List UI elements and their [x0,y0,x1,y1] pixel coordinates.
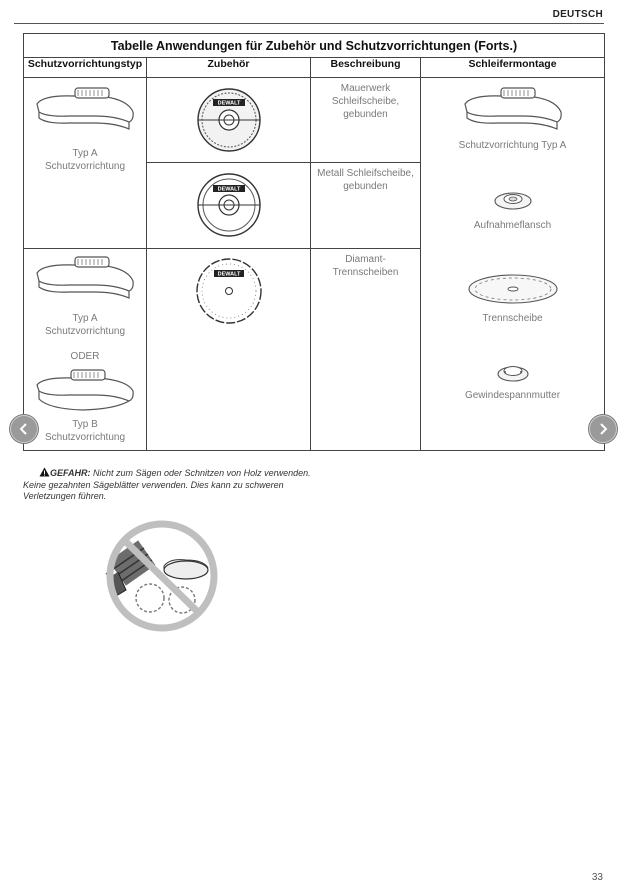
diamond-cutting-disc-image [194,256,264,326]
accessory-diamond-disc-cell [147,249,311,451]
mounting-cell [421,78,605,451]
mount-flange-image [493,188,533,212]
column-header-accessory: Zubehör [147,58,311,78]
column-header-guard-type: Schutzvorrichtungstyp [24,58,147,78]
table-title: Tabelle Anwendungen für Zubehör und Schutzvorrichtungen (Forts.) [24,34,605,58]
description-metal: Metall Schleifscheibe, gebunden [311,163,421,249]
description-masonry: Mauerwerk Schleifscheibe, gebunden [311,78,421,163]
brand-logo: DEWALT [217,271,240,278]
guard-type-a-image [33,86,137,132]
guard-type-a-label: Typ A Schutzvorrichtung [44,148,126,172]
mount-nut-label: Gewindespannmutter [464,390,561,401]
guard-type-b-label: Typ B Schutzvorrichtung [44,419,126,443]
header-rule [14,23,604,24]
guard-type-a-label: Typ A Schutzvorrichtung [44,313,126,337]
page-number: 33 [591,872,603,883]
danger-text: Nicht zum Sägen oder Schnitzen von Holz verwenden. Keine gezahnten Sägeblätter verwenden. Dies kann zu schweren Verletzungen führen. [23,468,311,501]
mount-guard-label: Schutzvorrichtung Typ A [458,140,567,151]
brand-logo: DEWALT [217,186,240,193]
no-wood-cutting-icon [104,518,220,634]
next-page-button[interactable] [589,415,617,443]
chevron-left-icon [17,422,31,436]
metal-grinding-disc-image [196,172,262,238]
brand-logo: DEWALT [217,100,240,107]
guard-type-a-cell [24,78,147,249]
description-diamond: Diamant- Trennscheiben [311,249,421,451]
accessory-masonry-disc-cell [147,78,311,163]
mount-cutting-disc-label: Trennscheibe [482,313,543,324]
chevron-right-icon [596,422,610,436]
mount-nut-image [495,361,531,383]
or-label: ODER [70,351,100,362]
guard-type-a-or-b-cell [24,249,147,451]
accessory-metal-disc-cell [147,163,311,249]
mount-guard-image [461,86,565,130]
accessory-guard-table [23,33,605,451]
guard-type-a-image [33,255,137,301]
warning-triangle-icon [39,467,50,477]
mount-flange-label: Aufnahmeflansch [473,220,552,231]
column-header-mounting: Schleifermontage [421,58,605,78]
previous-page-button[interactable] [10,415,38,443]
masonry-grinding-disc-image [196,87,262,153]
column-header-description: Beschreibung [311,58,421,78]
guard-type-b-image [33,369,137,413]
mount-cutting-disc-image [467,272,559,306]
language-label: DEUTSCH [552,9,603,20]
danger-warning [23,467,313,503]
danger-label: GEFAHR: [50,468,91,478]
